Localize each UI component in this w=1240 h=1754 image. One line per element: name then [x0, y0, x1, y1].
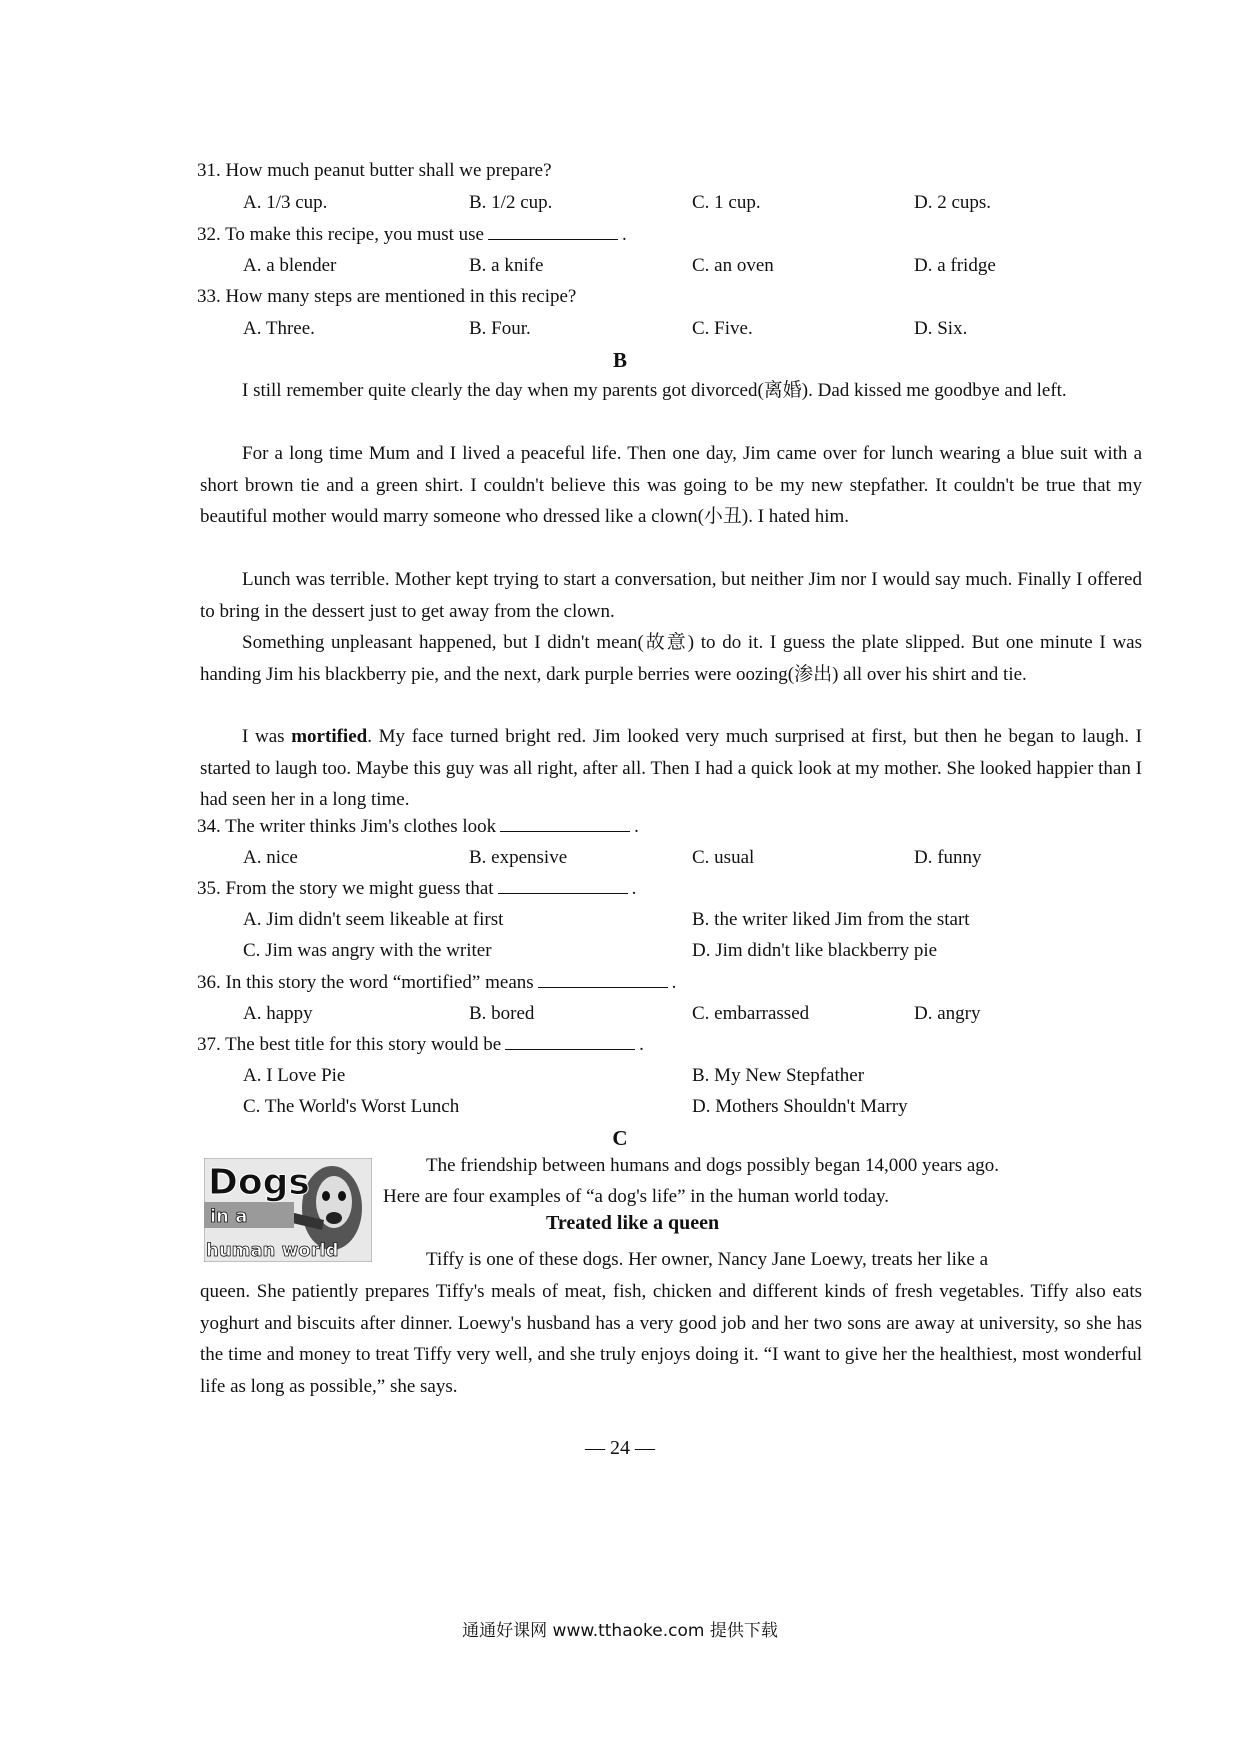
question-34-stem: 34. The writer thinks Jim's clothes look	[197, 816, 497, 837]
question-31-stem: 31. How much peanut butter shall we prepare?	[197, 160, 552, 181]
q32-option-a: A. a blender	[243, 255, 337, 276]
question-35-stem: 35. From the story we might guess that	[197, 878, 494, 899]
image-text-in-a: in a	[210, 1206, 248, 1227]
question-35	[197, 878, 636, 900]
paragraph-text: I was	[242, 726, 292, 747]
image-text-dogs: Dogs	[208, 1162, 310, 1203]
answer-blank	[498, 878, 628, 894]
q32-option-d: D. a fridge	[914, 255, 996, 276]
question-37	[197, 1034, 644, 1056]
question-36	[197, 972, 676, 994]
q34-option-d: D. funny	[914, 847, 982, 868]
image-text-human-world: human world	[206, 1240, 339, 1261]
q31-option-d: D. 2 cups.	[914, 192, 992, 213]
q34-option-b: B. expensive	[469, 847, 568, 868]
question-34-end: .	[634, 816, 639, 837]
paragraph-text: . My face turned bright red. Jim looked very much surprised at first, but then he began to laugh. I started to laugh too. Maybe this guy was all right, after all. Then I had a quick look at my mother. She looked happier than I had seen her in a long time.	[200, 726, 1142, 810]
answer-blank	[505, 1034, 635, 1050]
dogs-in-a-human-world-image	[204, 1158, 372, 1262]
passage-b-paragraph-5	[200, 721, 1142, 816]
q31-option-b: B. 1/2 cup.	[469, 192, 553, 213]
answer-blank	[488, 224, 618, 240]
q36-option-a: A. happy	[243, 1003, 313, 1024]
question-32-stem: 32. To make this recipe, you must use	[197, 224, 484, 245]
q33-option-c: C. Five.	[692, 318, 753, 339]
q34-option-c: C. usual	[692, 847, 755, 868]
q36-option-b: B. bored	[469, 1003, 535, 1024]
q35-option-b: B. the writer liked Jim from the start	[692, 909, 970, 930]
passage-c-paragraph-1-rest: queen. She patiently prepares Tiffy's meals of meat, fish, chicken and different kinds of fresh vegetables. Tiffy also eats yoghurt and biscuits after dinner. Loewy's husband has a very good job and her two sons are away at university, so she has the time and money to treat Tiffy very well, and she truly enjoys doing it. “I want to give her the healthiest, most wonderful life as long as possible,” she says.	[200, 1281, 1142, 1397]
question-33-stem: 33. How many steps are mentioned in this recipe?	[197, 286, 577, 307]
q32-option-c: C. an oven	[692, 255, 774, 276]
question-37-stem: 37. The best title for this story would be	[197, 1034, 502, 1055]
passage-b-paragraph-4: Something unpleasant happened, but I didn't mean(故意) to do it. I guess the plate slipped. But one minute I was handing Jim his blackberry pie, and the next, dark purple berries were oozing(渗出) all over his shirt and tie.	[200, 632, 1142, 685]
q33-option-d: D. Six.	[914, 318, 968, 339]
section-b-heading: B	[612, 348, 627, 372]
bold-word: mortified	[291, 726, 368, 747]
q35-option-d: D. Jim didn't like blackberry pie	[692, 940, 938, 961]
q33-option-b: B. Four.	[469, 318, 531, 339]
download-footer: 通通好课网 www.tthaoke.com 提供下载	[462, 1621, 778, 1641]
q37-option-c: C. The World's Worst Lunch	[243, 1096, 460, 1117]
q36-option-c: C. embarrassed	[692, 1003, 810, 1024]
passage-b-paragraph-2: For a long time Mum and I lived a peaceful life. Then one day, Jim came over for lunch wearing a blue suit with a short brown tie and a green shirt. I couldn't believe this was going to be my new stepfather. It couldn't be true that my beautiful mother would marry someone who dressed like a clown(小丑). I hated him.	[200, 443, 1142, 527]
passage-b-paragraph-3: Lunch was terrible. Mother kept trying to start a conversation, but neither Jim nor I would say much. Finally I offered to bring in the dessert just to get away from the clown.	[200, 569, 1142, 622]
q32-option-b: B. a knife	[469, 255, 544, 276]
q36-option-d: D. angry	[914, 1003, 981, 1024]
q31-option-c: C. 1 cup.	[692, 192, 761, 213]
q34-option-a: A. nice	[243, 847, 298, 868]
section-c-heading: C	[612, 1126, 628, 1150]
q35-option-a: A. Jim didn't seem likeable at first	[243, 909, 504, 930]
passage-c-intro-line-1: The friendship between humans and dogs possibly began 14,000 years ago.	[426, 1155, 1000, 1176]
question-35-end: .	[631, 878, 637, 899]
passage-c-paragraph-1-first-line: Tiffy is one of these dogs. Her owner, Nancy Jane Loewy, treats her like a	[426, 1249, 989, 1270]
page-number: — 24 —	[585, 1437, 655, 1459]
question-37-end: .	[639, 1034, 644, 1055]
q31-option-a: A. 1/3 cup.	[243, 192, 328, 213]
q37-option-b: B. My New Stepfather	[692, 1065, 865, 1086]
passage-b-paragraph-1: I still remember quite clearly the day when my parents got divorced(离婚). Dad kissed me goodbye and left.	[242, 380, 1067, 401]
answer-blank	[538, 972, 668, 988]
passage-c-intro-line-2: Here are four examples of “a dog's life” in the human world today.	[383, 1186, 890, 1207]
passage-c-subheading: Treated like a queen	[546, 1212, 720, 1234]
q37-option-a: A. I Love Pie	[243, 1065, 346, 1086]
question-32-end: .	[621, 224, 627, 245]
question-32	[197, 224, 627, 246]
question-36-end: .	[671, 972, 677, 993]
question-36-stem: 36. In this story the word “mortified” means	[197, 972, 534, 993]
q33-option-a: A. Three.	[243, 318, 315, 339]
q37-option-d: D. Mothers Shouldn't Marry	[692, 1096, 908, 1117]
q35-option-c: C. Jim was angry with the writer	[243, 940, 492, 961]
answer-blank	[500, 816, 630, 832]
question-34	[197, 816, 639, 838]
